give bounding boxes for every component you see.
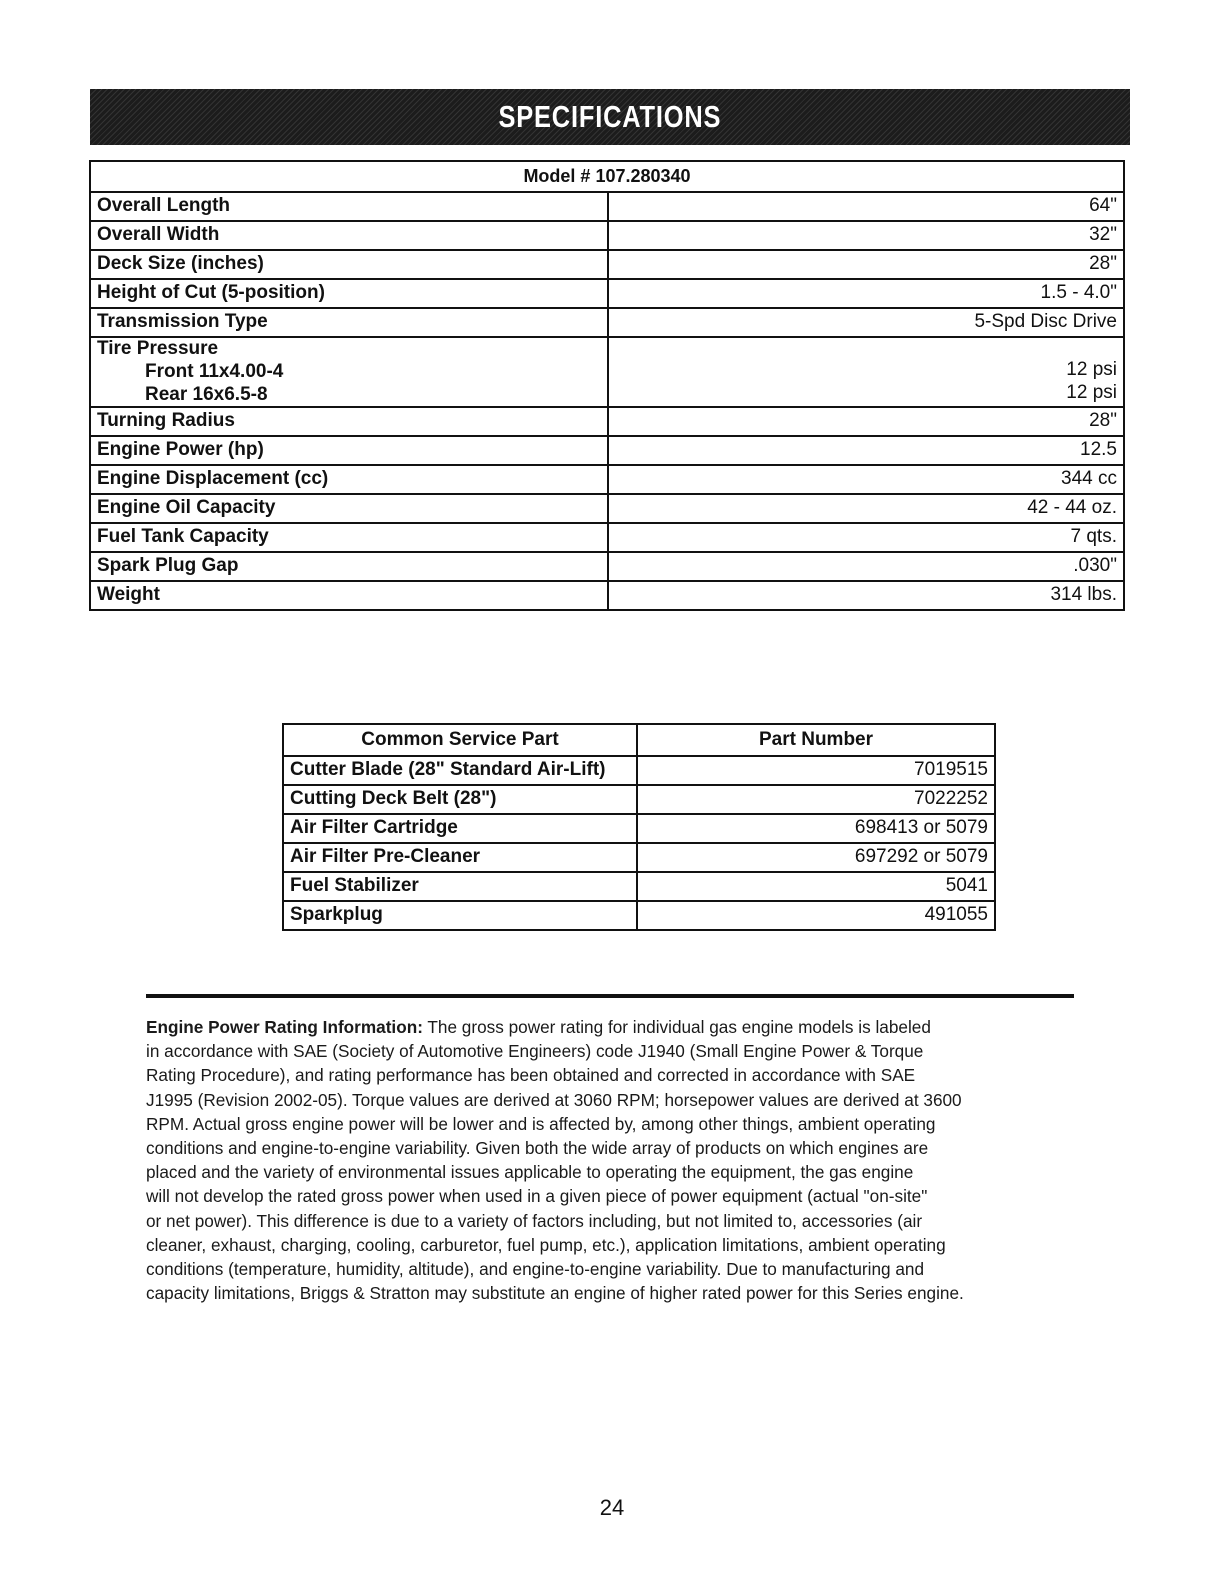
spec-label: Fuel Tank Capacity: [90, 523, 608, 552]
spec-value: 12.5: [608, 436, 1124, 465]
spec-label: Engine Power (hp): [90, 436, 608, 465]
spec-label: Deck Size (inches): [90, 250, 608, 279]
page-number: 24: [599, 1495, 625, 1520]
tire-pressure-label: Tire Pressure: [97, 338, 219, 359]
rating-line: conditions and engine-to-engine variability. Given both the wide array of products on which engines are: [146, 1138, 929, 1159]
spec-label: Overall Width: [90, 221, 608, 250]
spec-value: 5-Spd Disc Drive: [608, 308, 1124, 337]
spec-label: Turning Radius: [90, 407, 608, 436]
spec-value: .030": [608, 552, 1124, 581]
spec-value: 42 - 44 oz.: [608, 494, 1124, 523]
model-row: [90, 161, 1124, 192]
specifications-table: [89, 160, 1125, 611]
spec-label: Height of Cut (5-position): [90, 279, 608, 308]
spec-row: [90, 407, 1124, 436]
spec-row: [90, 552, 1124, 581]
part-row: [283, 843, 995, 872]
spec-row: [90, 465, 1124, 494]
spec-row: [90, 581, 1124, 610]
spec-row: [90, 221, 1124, 250]
banner-title: SPECIFICATIONS: [498, 99, 722, 134]
part-number: 698413 or 5079: [637, 814, 995, 843]
rating-line: The gross power rating for individual gas engine models is labeled: [427, 1017, 931, 1037]
rating-line: will not develop the rated gross power when used in a given piece of power equipment (actual "on-site": [146, 1186, 928, 1207]
spec-value: 32": [608, 221, 1124, 250]
part-number: 5041: [637, 872, 995, 901]
spec-value: 7 qts.: [608, 523, 1124, 552]
spec-row: [90, 436, 1124, 465]
spec-value: 314 lbs.: [608, 581, 1124, 610]
rating-heading: Engine Power Rating Information:: [146, 1017, 423, 1037]
part-row: [283, 756, 995, 785]
spec-value: 64": [608, 192, 1124, 221]
specifications-banner: [90, 89, 1130, 145]
spec-row: [90, 192, 1124, 221]
part-row: [283, 872, 995, 901]
tire-front-label: Front 11x4.00-4: [145, 360, 284, 382]
part-row: [283, 814, 995, 843]
tire-pressure-value-cell: [608, 337, 1124, 407]
spec-value: 28": [608, 407, 1124, 436]
spec-value: 344 cc: [608, 465, 1124, 494]
spec-label: Engine Oil Capacity: [90, 494, 608, 523]
spec-label: Overall Length: [90, 192, 608, 221]
part-number: 7019515: [637, 756, 995, 785]
tire-front-value: 12 psi: [1066, 358, 1117, 380]
rating-line: in accordance with SAE (Society of Automotive Engineers) code J1940 (Small Engine Power & Torque: [146, 1041, 924, 1062]
spec-row: [90, 494, 1124, 523]
rating-line: cleaner, exhaust, charging, cooling, carburetor, fuel pump, etc.), application limitations, ambient operating: [146, 1234, 946, 1255]
spec-label: Engine Displacement (cc): [90, 465, 608, 494]
part-row: [283, 901, 995, 930]
tire-rear-value: 12 psi: [1066, 381, 1117, 403]
spec-row: [90, 250, 1124, 279]
parts-header-number: Part Number: [637, 724, 995, 756]
spec-row: [90, 523, 1124, 552]
spec-value: 28": [608, 250, 1124, 279]
spec-row: [90, 308, 1124, 337]
rating-line: Rating Procedure), and rating performance has been obtained and corrected in accordance with SAE: [146, 1065, 916, 1086]
part-number: 697292 or 5079: [637, 843, 995, 872]
service-parts-table: [282, 723, 996, 931]
tire-rear-label: Rear 16x6.5-8: [145, 383, 268, 405]
rating-line: RPM. Actual gross engine power will be lower and is affected by, among other things, ambient operating: [146, 1113, 936, 1134]
part-row: [283, 785, 995, 814]
rating-line: capacity limitations, Briggs & Stratton may substitute an engine of higher rated power for this Series engine.: [146, 1283, 964, 1304]
spec-row: [90, 279, 1124, 308]
part-label: Air Filter Pre-Cleaner: [283, 843, 637, 872]
part-number: 491055: [637, 901, 995, 930]
part-label: Cutter Blade (28" Standard Air-Lift): [283, 756, 637, 785]
spec-label: Weight: [90, 581, 608, 610]
engine-power-rating-paragraph: [146, 1015, 1086, 1305]
tire-pressure-row: [90, 337, 1124, 407]
model-number: Model # 107.280340: [90, 161, 1124, 192]
rating-line: J1995 (Revision 2002-05). Torque values are derived at 3060 RPM; horsepower values are derived at 3600: [146, 1089, 962, 1110]
rating-line: or net power). This difference is due to a variety of factors including, but not limited to, accessories (air: [146, 1210, 923, 1231]
section-divider: [146, 994, 1074, 998]
part-label: Air Filter Cartridge: [283, 814, 637, 843]
rating-line: conditions (temperature, humidity, altitude), and engine-to-engine variability. Due to manufacturing and: [146, 1259, 925, 1280]
spec-label: Spark Plug Gap: [90, 552, 608, 581]
parts-header-row: [283, 724, 995, 756]
spec-label: Transmission Type: [90, 308, 608, 337]
parts-header-part: Common Service Part: [283, 724, 637, 756]
part-number: 7022252: [637, 785, 995, 814]
rating-line: placed and the variety of environmental issues applicable to operating the equipment, the gas engine: [146, 1162, 914, 1183]
tire-pressure-label-cell: [90, 337, 608, 407]
part-label: Cutting Deck Belt (28"): [283, 785, 637, 814]
part-label: Sparkplug: [283, 901, 637, 930]
spec-value: 1.5 - 4.0": [608, 279, 1124, 308]
part-label: Fuel Stabilizer: [283, 872, 637, 901]
